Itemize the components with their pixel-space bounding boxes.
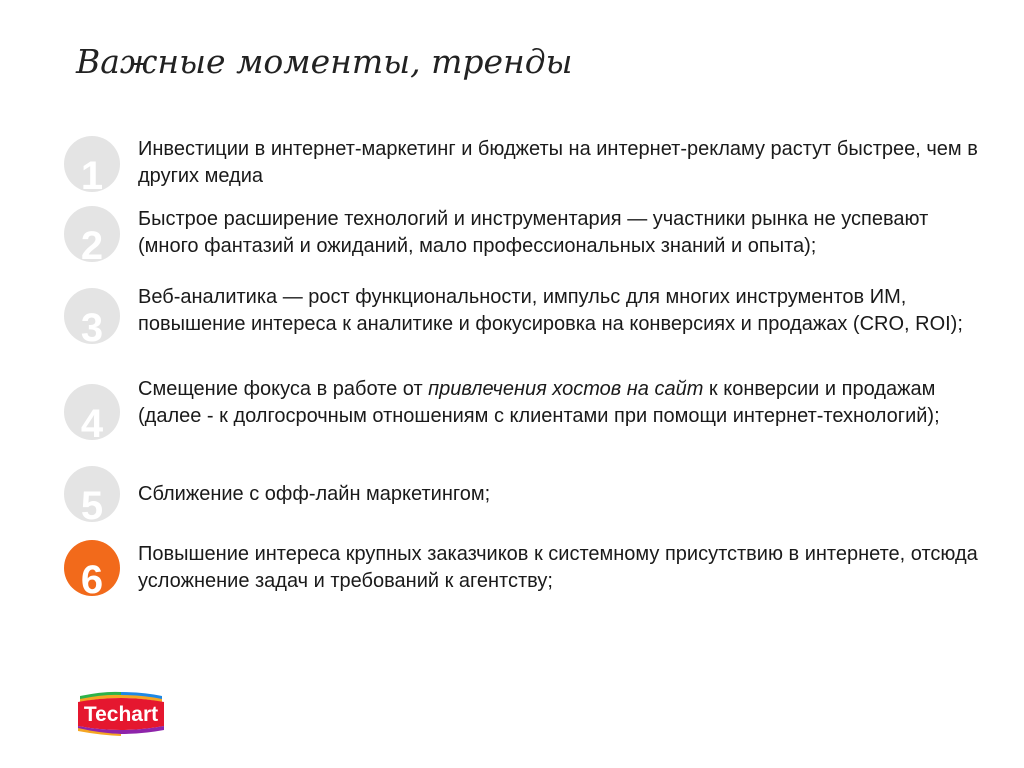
- slide-title: Важные моменты, тренды: [76, 42, 573, 81]
- logo-graphic: [74, 690, 168, 736]
- item-text: [138, 376, 978, 430]
- badge-number: 3: [80, 306, 104, 344]
- badge-number: 6: [80, 558, 104, 596]
- number-badge: [64, 288, 120, 344]
- badge-number: 5: [80, 484, 104, 522]
- item-text-emphasis: привлечения хостов на сайт: [428, 378, 704, 400]
- item-text: Быстрое расширение технологий и инструментария — участники рынка не успевают (много фантазий и ожиданий, мало профессиональных знаний и опыта);: [138, 208, 929, 257]
- badge-number: 2: [80, 224, 104, 262]
- item-text-start: Смещение фокуса в работе от: [138, 378, 429, 400]
- item-text: Инвестиции в интернет-маркетинг и бюджеты на интернет-рекламу растут быстрее, чем в других медиа: [138, 138, 978, 187]
- number-badge: [64, 466, 120, 522]
- number-badge: [64, 384, 120, 440]
- number-badge: [64, 136, 120, 192]
- item-text: Повышение интереса крупных заказчиков к системному присутствию в интернете, отсюда усложнение задач и требований к агентству;: [138, 543, 978, 592]
- techart-logo: [74, 690, 168, 736]
- badge-number: 1: [80, 154, 104, 192]
- logo-text: Techart: [83, 703, 159, 726]
- number-badge: [64, 206, 120, 262]
- item-text: Веб-аналитика — рост функциональности, импульс для многих инструментов ИМ, повышение интереса к аналитике и фокусировка на конверсиях и продажах (CRO, ROI);: [138, 286, 963, 335]
- badge-number: 4: [80, 402, 104, 440]
- item-text-end: к конверсии и продажам (далее - к долгосрочным отношениям с клиентами при помощи интернет-технологий);: [138, 378, 940, 427]
- item-text: Сближение с офф-лайн маркетингом;: [138, 483, 491, 505]
- number-badge-active: [64, 540, 120, 596]
